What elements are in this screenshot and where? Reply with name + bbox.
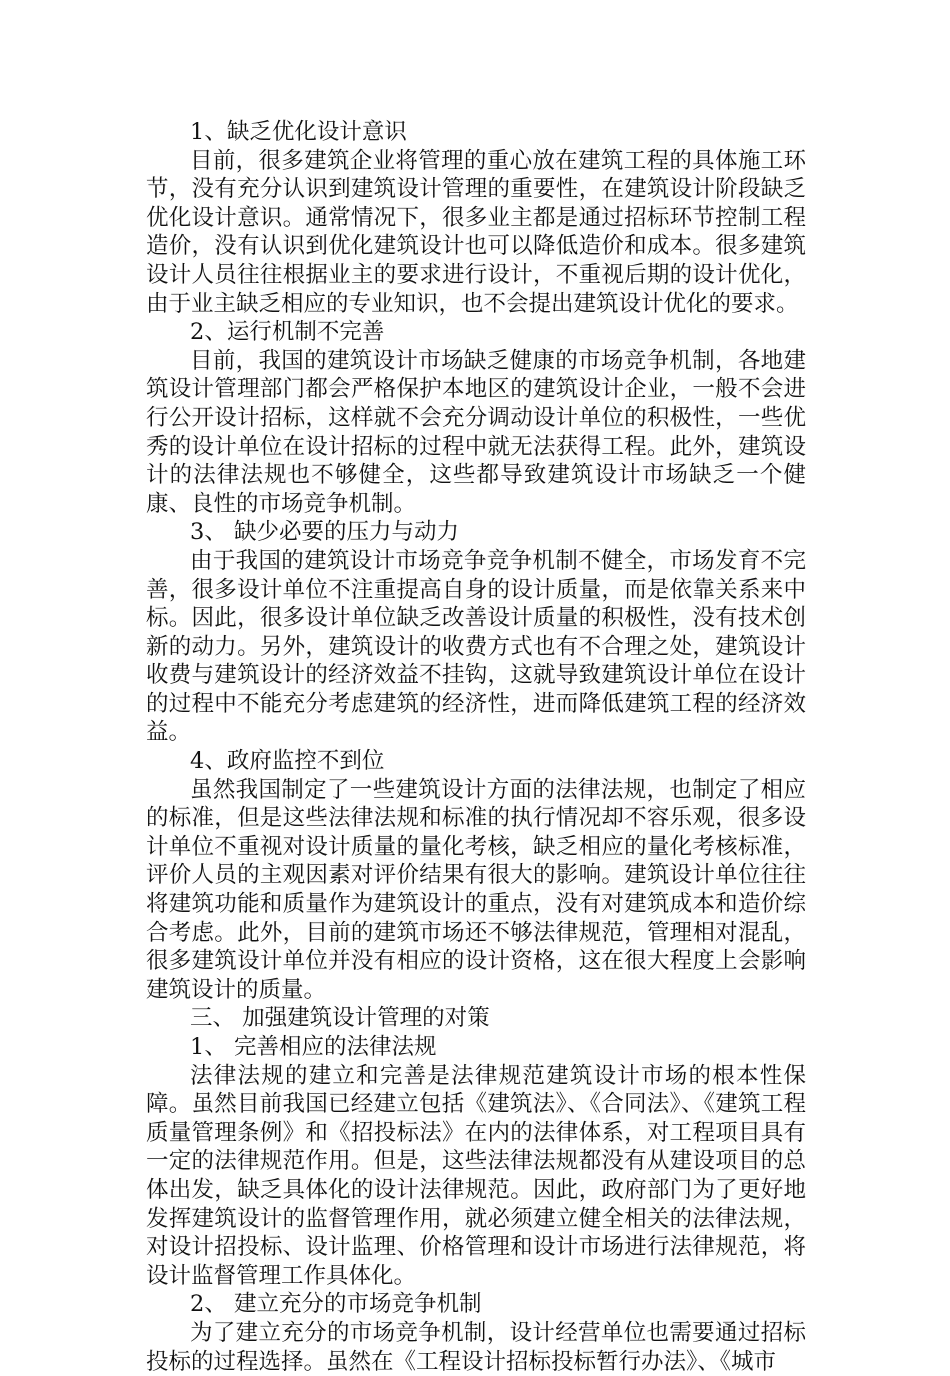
section-heading-4: 4、政府监控不到位	[190, 748, 385, 775]
countermeasure-heading-2: 2、 建立充分的市场竞争机制	[190, 1291, 482, 1318]
paragraph-6: 为了建立充分的市场竞争机制，设计经营单位也需要通过招标投标的过程选择。虽然在《工程设计招标投标暂行办法》、《城市	[146, 1319, 806, 1375]
document-page	[146, 118, 806, 1376]
paragraph-3: 由于我国的建筑设计市场竞争竞争机制不健全，市场发育不完善，很多设计单位不注重提高自身的设计质量，而是依靠关系来中标。因此，很多设计单位缺乏改善设计质量的积极性，没有技术创新的动力。另外，建筑设计的收费方式也有不合理之处，建筑设计收费与建筑设计的经济效益不挂钩，这就导致建筑设计单位在设计的过程中不能充分考虑建筑的经济性，进而降低建筑工程的经济效益。	[146, 547, 806, 746]
paragraph-5: 法律法规的建立和完善是法律规范建筑设计市场的根本性保障。虽然目前我国已经建立包括《建筑法》、《合同法》、《建筑工程质量管理条例》和《招投标法》在内的法律体系，对工程项目具有一定的法律规范作用。但是，这些法律法规都没有从建设项目的总体出发，缺乏具体化的设计法律规范。因此，政府部门为了更好地发挥建筑设计的监督管理作用，就必须建立健全相关的法律法规，对设计招投标、设计监理、价格管理和设计市场进行法律规范，将设计监督管理工作具体化。	[146, 1062, 806, 1289]
countermeasure-heading-1: 1、 完善相应的法律法规	[190, 1034, 437, 1060]
paragraph-2: 目前，我国的建筑设计市场缺乏健康的市场竞争机制，各地建筑设计管理部门都会严格保护本地区的建筑设计企业，一般不会进行公开设计招标，这样就不会充分调动设计单位的积极性，一些优秀的设计单位在设计招标的过程中就无法获得工程。此外，建筑设计的法律法规也不够健全，这些都导致建筑设计市场缺乏一个健康、良性的市场竞争机制。	[146, 347, 806, 517]
chapter-heading-3: 三、 加强建筑设计管理的对策	[190, 1005, 490, 1032]
section-heading-2: 2、运行机制不完善	[190, 319, 385, 346]
paragraph-4: 虽然我国制定了一些建筑设计方面的法律法规，也制定了相应的标准，但是这些法律法规和标准的执行情况却不容乐观，很多设计单位不重视对设计质量的量化考核，缺乏相应的量化考核标准，评价人员的主观因素对评价结果有很大的影响。建筑设计单位往往将建筑功能和质量作为建筑设计的重点，没有对建筑成本和造价综合考虑。此外，目前的建筑市场还不够法律规范，管理相对混乱，很多建筑设计单位并没有相应的设计资格，这在很大程度上会影响建筑设计的质量。	[146, 776, 806, 1003]
section-heading-1: 1、缺乏优化设计意识	[190, 119, 407, 145]
paragraph-1: 目前，很多建筑企业将管理的重心放在建筑工程的具体施工环节，没有充分认识到建筑设计管理的重要性，在建筑设计阶段缺乏优化设计意识。通常情况下，很多业主都是通过招标环节控制工程造价，没有认识到优化建筑设计也可以降低造价和成本。很多建筑设计人员往往根据业主的要求进行设计，不重视后期的设计优化，由于业主缺乏相应的专业知识，也不会提出建筑设计优化的要求。	[146, 147, 806, 317]
section-heading-3: 3、 缺少必要的压力与动力	[190, 519, 459, 546]
